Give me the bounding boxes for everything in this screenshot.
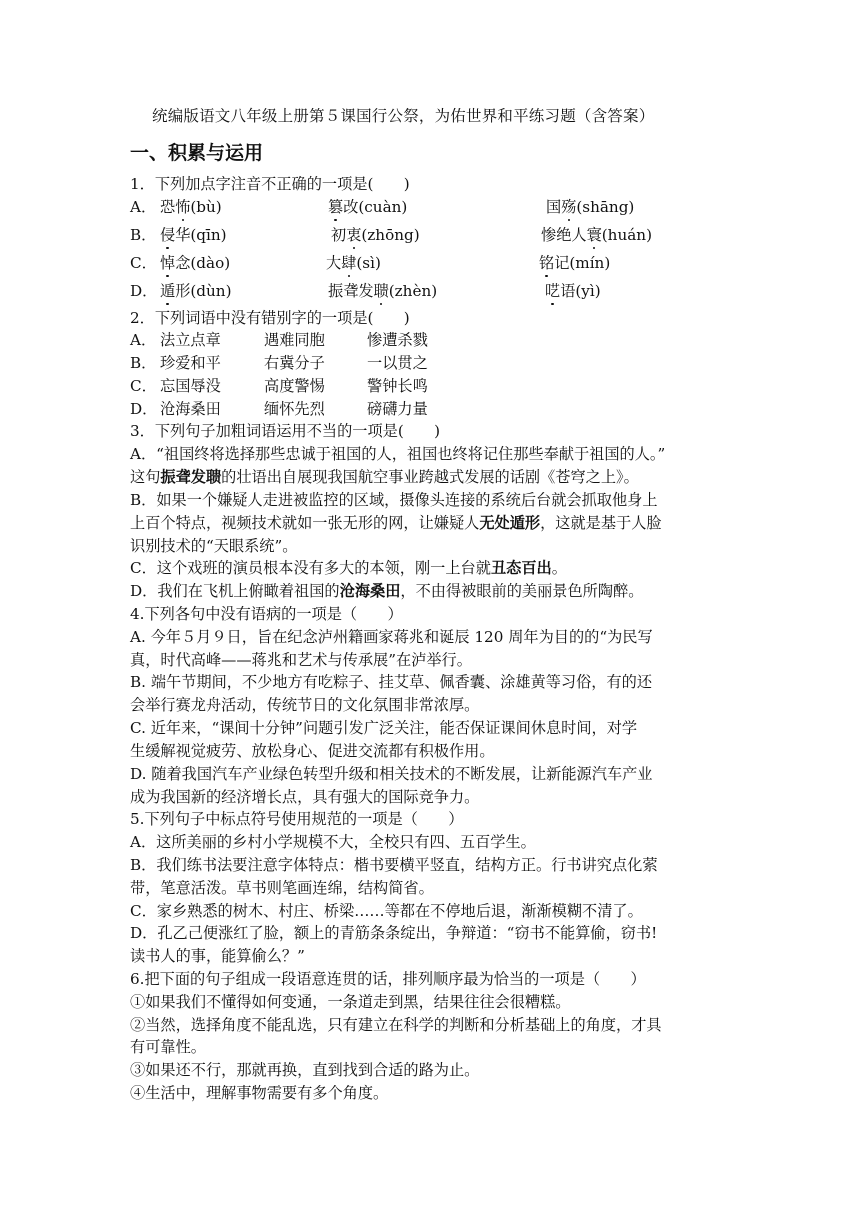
q2-option-label: A． [130,331,157,349]
bold-phrase: 无处遁形 [479,514,541,532]
q2-word: 沧海桑田 [160,400,221,418]
question-1-stem: 1．下列加点字注音不正确的一项是( ) [130,175,410,193]
q3-option-a-line: A．“祖国终将选择那些忠诚于祖国的人，祖国也终将记住那些奉献于祖国的人。” [130,445,666,463]
question-5-stem: 5.下列句子中标点符号使用规范的一项是（ ） [130,810,464,828]
q2-word: 缅怀先烈 [264,400,325,418]
q3-option-c-line: C．这个戏班的演员根本没有多大的本领，刚一上台就丑态百出。 [130,559,567,577]
document-title: 统编版语文八年级上册第５课国行公祭，为佑世界和平练习题（含答案） [152,107,655,125]
q5-line: 读书人的事，能算偷么？” [130,947,305,965]
q3-option-b-line: 上百个特点，视频技术就如一张无形的网，让嫌疑人无处遁形，这就是基于人脸 [130,514,662,532]
emphasis-dot-char: 聩 [373,282,389,300]
q6-sentence: ③如果还不行，那就再换，直到找到合适的路为止。 [130,1061,480,1079]
q3-option-d-line: D．我们在飞机上俯瞰着祖国的沧海桑田，不由得被眼前的美丽景色所陶醉。 [130,582,644,600]
q2-word: 忘国辱没 [160,377,221,395]
q5-line: 带，笔意活泼。草书则笔画连绵，结构简省。 [130,879,434,897]
q1-b-item-1: 侵华(qīn) [160,226,227,244]
q4-line: 真，时代高峰——蒋兆和艺术与传承展”在泸举行。 [130,651,472,669]
q6-sentence: ①如果我们不懂得如何变通，一条道走到黑，结果往往会很糟糕。 [130,993,571,1011]
q1-d-item-1: 遁形(dùn) [160,282,232,300]
q2-word: 右冀分子 [264,354,325,372]
q4-line: 会举行赛龙舟活动，传统节日的文化氛围非常浓厚。 [130,696,480,714]
q1-a-item-1: 恐怖(bù) [160,198,222,216]
q1-d-item-3: 呓语(yì) [545,282,601,300]
q4-line: D. 随着我国汽车产业绿色转型升级和相关技术的不断发展，让新能源汽车产业 [130,765,653,783]
q2-option-label: D． [130,400,158,418]
q1-c-item-1: 悼念(dào) [160,254,231,272]
q2-word: 法立点章 [160,331,221,349]
q2-option-label: B． [130,354,157,372]
q1-option-label: C． [130,254,157,272]
bold-phrase: 丑态百出 [490,559,552,577]
emphasis-dot-char: 悼 [160,254,176,272]
emphasis-dot-char: 篡 [328,198,344,216]
q3-option-b-line: 识别技术的“天眼系统”。 [130,537,298,555]
q4-line: 成为我国新的经济增长点，具有强大的国际竞争力。 [130,788,480,806]
q2-word: 珍爱和平 [160,354,221,372]
q2-word: 惨遭杀戮 [367,331,428,349]
q2-word: 遇难同胞 [264,331,325,349]
q2-word: 高度警惕 [264,377,325,395]
question-6-stem: 6.把下面的句子组成一段语意连贯的话，排列顺序最为恰当的一项是（ ） [130,970,646,988]
q1-option-label: D． [130,282,158,300]
q1-a-item-2: 篡改(cuàn) [328,198,408,216]
q4-line: B. 端午节期间，不少地方有吃粽子、挂艾草、佩香囊、涂雄黄等习俗，有的还 [130,673,653,691]
q1-option-label: B． [130,226,157,244]
emphasis-dot-char: 殇 [561,198,577,216]
q4-line: C. 近年来，“课间十分钟”问题引发广泛关注，能否保证课间休息时间，对学 [130,719,638,737]
question-2-stem: 2．下列词语中没有错别字的一项是( ) [130,309,410,327]
q5-line: D．孔乙己便涨红了脸，额上的青筋条条绽出，争辩道：“窃书不能算偷，窃书! [130,924,658,942]
emphasis-dot-char: 衷 [346,226,362,244]
q1-c-item-3: 铭记(mín) [539,254,611,272]
emphasis-dot-char: 怖 [175,198,191,216]
q1-d-item-2: 振聋发聩(zhèn) [328,282,438,300]
q1-a-item-3: 国殇(shāng) [546,198,635,216]
emphasis-dot-char: 寰 [586,226,602,244]
q3-option-b-line: B．如果一个嫌疑人走进被监控的区域，摄像头连接的系统后台就会抓取他身上 [130,491,658,509]
q6-sentence: 有可靠性。 [130,1038,206,1056]
emphasis-dot-char: 遁 [160,282,176,300]
q2-option-label: C． [130,377,157,395]
q4-line: A. 今年５月９日，旨在纪念泸州籍画家蒋兆和诞辰 120 周年为目的的“为民写 [130,628,653,646]
q2-word: 警钟长鸣 [367,377,428,395]
q6-sentence: ④生活中，理解事物需要有多个角度。 [130,1084,389,1102]
emphasis-dot-char: 铭 [539,254,555,272]
emphasis-dot-char: 呓 [545,282,561,300]
q2-word: 磅礴力量 [367,400,428,418]
q4-line: 生缓解视觉疲劳、放松身心、促进交流都有积极作用。 [130,742,495,760]
question-4-stem: 4.下列各句中没有语病的一项是（ ） [130,605,403,623]
q5-line: C．家乡熟悉的树木、村庄、桥梁……等都在不停地后退，渐渐模糊不清了。 [130,902,643,920]
q5-line: B．我们练书法要注意字体特点：楷书要横平竖直，结构方正。行书讲究点化萦 [130,856,658,874]
emphasis-dot-char: 侵 [160,226,176,244]
bold-phrase: 振聋发聩 [160,468,222,486]
q5-line: A．这所美丽的乡村小学规模不大，全校只有四、五百学生。 [130,833,536,851]
question-3-stem: 3．下列句子加粗词语运用不当的一项是( ) [130,422,441,440]
q2-word: 一以贯之 [367,354,428,372]
bold-phrase: 沧海桑田 [339,582,401,600]
section-heading: 一、积累与运用 [130,142,264,164]
emphasis-dot-char: 肆 [341,254,357,272]
q6-sentence: ②当然，选择角度不能乱选，只有建立在科学的判断和分析基础上的角度，才具 [130,1016,662,1034]
q1-option-label: A． [130,198,157,216]
q1-c-item-2: 大肆(sì) [326,254,381,272]
q3-option-a-line: 这句振聋发聩的壮语出自展现我国航空事业跨越式发展的话剧《苍穹之上》。 [130,468,639,486]
q1-b-item-3: 惨绝人寰(huán) [541,226,652,244]
q1-b-item-2: 初衷(zhōng) [331,226,420,244]
